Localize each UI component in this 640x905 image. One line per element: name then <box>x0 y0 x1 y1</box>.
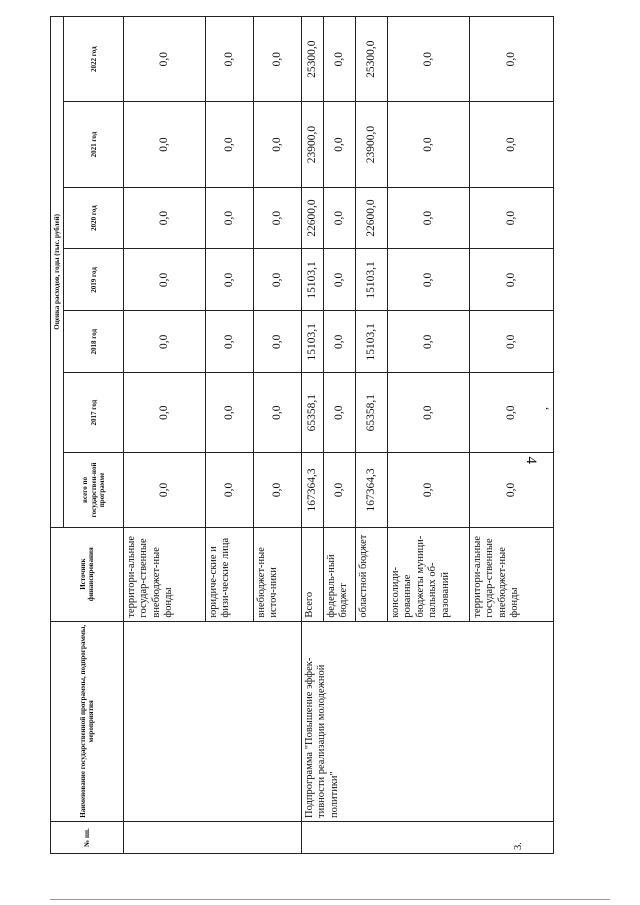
budget-table <box>50 16 554 854</box>
cell-2020: 0,0 <box>324 187 356 249</box>
cell-2019: 15103,1 <box>356 249 388 311</box>
row-name: Подпрограмма "Повышение эффек-тивности реализации молодежной политики" <box>302 621 554 821</box>
cell-2018: 0,0 <box>388 311 470 373</box>
row-source: юридиче-ские и физи-ческие лица <box>206 527 254 621</box>
cell-2018: 0,0 <box>324 311 356 373</box>
cell-2017: 65358,1 <box>356 373 388 453</box>
cell-total: 0,0 <box>470 453 554 528</box>
header-total: всего по государствен-ной программе <box>64 453 124 528</box>
header-name: Наименование государственной программы, подпрограммы, мероприятия <box>51 621 124 821</box>
binding-line <box>50 899 610 900</box>
cell-2018: 15103,1 <box>302 311 324 373</box>
page-mark: , <box>536 407 550 410</box>
cell-2020: 0,0 <box>254 187 302 249</box>
cell-2020: 22600,0 <box>302 187 324 249</box>
row-no: 3. <box>302 822 554 854</box>
cell-2019: 0,0 <box>206 249 254 311</box>
cell-2018: 15103,1 <box>356 311 388 373</box>
header-no: № пп. <box>51 822 124 854</box>
cell-total: 0,0 <box>388 453 470 528</box>
cell-2021: 0,0 <box>388 102 470 187</box>
cell-total: 0,0 <box>206 453 254 528</box>
row-source: территори-альные государ-ственные внебюджет-ные фонды <box>124 527 206 621</box>
row-name <box>124 621 302 821</box>
cell-2021: 0,0 <box>324 102 356 187</box>
header-2022: 2022 год <box>64 17 124 102</box>
row-source: областной бюджет <box>356 527 388 621</box>
header-2021: 2021 год <box>64 102 124 187</box>
table-row <box>124 17 206 854</box>
header-2018: 2018 год <box>64 311 124 373</box>
cell-2022: 0,0 <box>124 17 206 102</box>
header-2019: 2019 год <box>64 249 124 311</box>
cell-2022: 25300,0 <box>302 17 324 102</box>
cell-2022: 0,0 <box>470 17 554 102</box>
cell-2022: 0,0 <box>324 17 356 102</box>
cell-2017: 65358,1 <box>302 373 324 453</box>
cell-2019: 15103,1 <box>302 249 324 311</box>
cell-2021: 0,0 <box>206 102 254 187</box>
cell-2019: 0,0 <box>324 249 356 311</box>
header-source: Источник финансирования <box>51 527 124 621</box>
cell-total: 167364,3 <box>356 453 388 528</box>
cell-2018: 0,0 <box>470 311 554 373</box>
cell-2017: 0,0 <box>254 373 302 453</box>
cell-2022: 0,0 <box>206 17 254 102</box>
cell-2020: 0,0 <box>388 187 470 249</box>
row-source: консолиди-рованные бюджеты муници-пальных об-разований <box>388 527 470 621</box>
cell-2018: 0,0 <box>254 311 302 373</box>
cell-2018: 0,0 <box>124 311 206 373</box>
header-group: Оценка расходов, годы (тыс. рублей) <box>51 17 64 528</box>
cell-2020: 0,0 <box>124 187 206 249</box>
cell-2019: 0,0 <box>124 249 206 311</box>
cell-2021: 0,0 <box>254 102 302 187</box>
cell-2017: 0,0 <box>324 373 356 453</box>
row-source: федераль-ный бюджет <box>324 527 356 621</box>
cell-2019: 0,0 <box>388 249 470 311</box>
cell-2017: 0,0 <box>470 373 554 453</box>
row-source: внебюджет-ные источ-ники <box>254 527 302 621</box>
row-source: территори-альные государ-ственные внебюджет-ные фонды <box>470 527 554 621</box>
cell-2022: 0,0 <box>388 17 470 102</box>
cell-2022: 0,0 <box>254 17 302 102</box>
cell-2017: 0,0 <box>388 373 470 453</box>
cell-2021: 23900,0 <box>356 102 388 187</box>
cell-2021: 0,0 <box>470 102 554 187</box>
cell-2019: 0,0 <box>470 249 554 311</box>
rotated-page <box>50 20 610 860</box>
row-source: Всего <box>302 527 324 621</box>
header-2017: 2017 год <box>64 373 124 453</box>
cell-2020: 0,0 <box>206 187 254 249</box>
cell-total: 0,0 <box>124 453 206 528</box>
cell-2017: 0,0 <box>206 373 254 453</box>
cell-2020: 22600,0 <box>356 187 388 249</box>
header-2020: 2020 год <box>64 187 124 249</box>
cell-2017: 0,0 <box>124 373 206 453</box>
cell-total: 0,0 <box>324 453 356 528</box>
cell-total: 0,0 <box>254 453 302 528</box>
cell-total: 167364,3 <box>302 453 324 528</box>
page-number: 4 <box>523 456 539 464</box>
cell-2021: 23900,0 <box>302 102 324 187</box>
cell-2018: 0,0 <box>206 311 254 373</box>
row-no <box>124 822 302 854</box>
cell-2020: 0,0 <box>470 187 554 249</box>
table-row <box>302 17 324 854</box>
cell-2021: 0,0 <box>124 102 206 187</box>
cell-2022: 25300,0 <box>356 17 388 102</box>
cell-2019: 0,0 <box>254 249 302 311</box>
